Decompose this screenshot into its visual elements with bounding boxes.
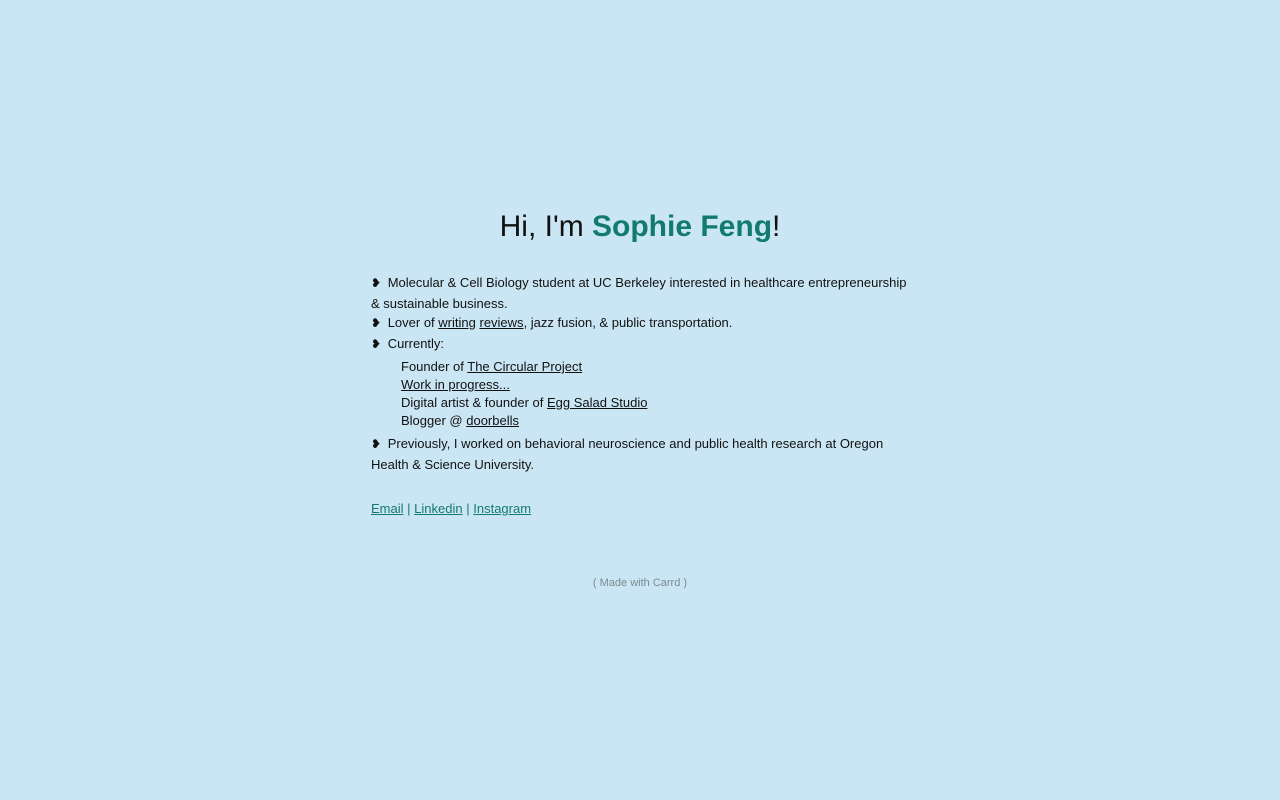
bio-line-currently bbox=[371, 334, 911, 355]
heart-bullet-icon: ❥ bbox=[371, 276, 382, 290]
work-in-progress-link[interactable]: Work in progress... bbox=[401, 377, 510, 392]
heart-bullet-icon: ❥ bbox=[371, 336, 382, 351]
list-item bbox=[401, 394, 911, 412]
circular-project-link[interactable]: The Circular Project bbox=[467, 359, 583, 374]
bio-line-education bbox=[371, 273, 911, 313]
email-link[interactable]: Email bbox=[371, 501, 404, 516]
writing-link[interactable]: writing bbox=[438, 315, 476, 330]
instagram-link[interactable]: Instagram bbox=[473, 501, 532, 516]
list-item bbox=[401, 358, 911, 376]
bio-line-interests bbox=[371, 313, 911, 334]
title-prefix: Hi, I'm bbox=[499, 210, 593, 243]
currently-list bbox=[401, 358, 911, 430]
doorbells-link[interactable]: doorbells bbox=[466, 413, 519, 428]
separator: | bbox=[407, 501, 411, 516]
made-with-carrd-credit[interactable]: ( Made with Carrd ) bbox=[592, 577, 688, 589]
previously-text: Previously, I worked on behavioral neuroscience and public health research at Oregon Health & Science University. bbox=[371, 436, 884, 472]
list-item-text: Digital artist & founder of bbox=[401, 395, 547, 410]
list-item-text: Founder of bbox=[401, 359, 468, 374]
egg-salad-studio-link[interactable]: Egg Salad Studio bbox=[546, 395, 648, 410]
linkedin-link[interactable]: Linkedin bbox=[414, 501, 463, 516]
bio-section bbox=[371, 273, 911, 474]
currently-label: Currently: bbox=[387, 335, 445, 351]
heart-bullet-icon: ❥ bbox=[371, 316, 382, 330]
heart-bullet-icon: ❥ bbox=[371, 437, 382, 451]
list-item bbox=[401, 376, 911, 394]
social-links bbox=[371, 500, 531, 518]
list-item bbox=[401, 412, 911, 430]
reviews-link[interactable]: reviews bbox=[479, 315, 524, 330]
interests-suffix: , jazz fusion, & public transportation. bbox=[523, 315, 733, 330]
bio-line-previously bbox=[371, 434, 911, 474]
interests-prefix: Lover of bbox=[387, 315, 439, 330]
title-suffix: ! bbox=[772, 210, 781, 243]
list-item-text: Blogger @ bbox=[401, 413, 467, 428]
page-title bbox=[0, 205, 1280, 249]
separator: | bbox=[466, 501, 470, 516]
title-name: Sophie Feng bbox=[592, 210, 773, 243]
bio-education-text: Molecular & Cell Biology student at UC Berkeley interested in healthcare entrepreneurship & sustainable business. bbox=[371, 275, 907, 311]
